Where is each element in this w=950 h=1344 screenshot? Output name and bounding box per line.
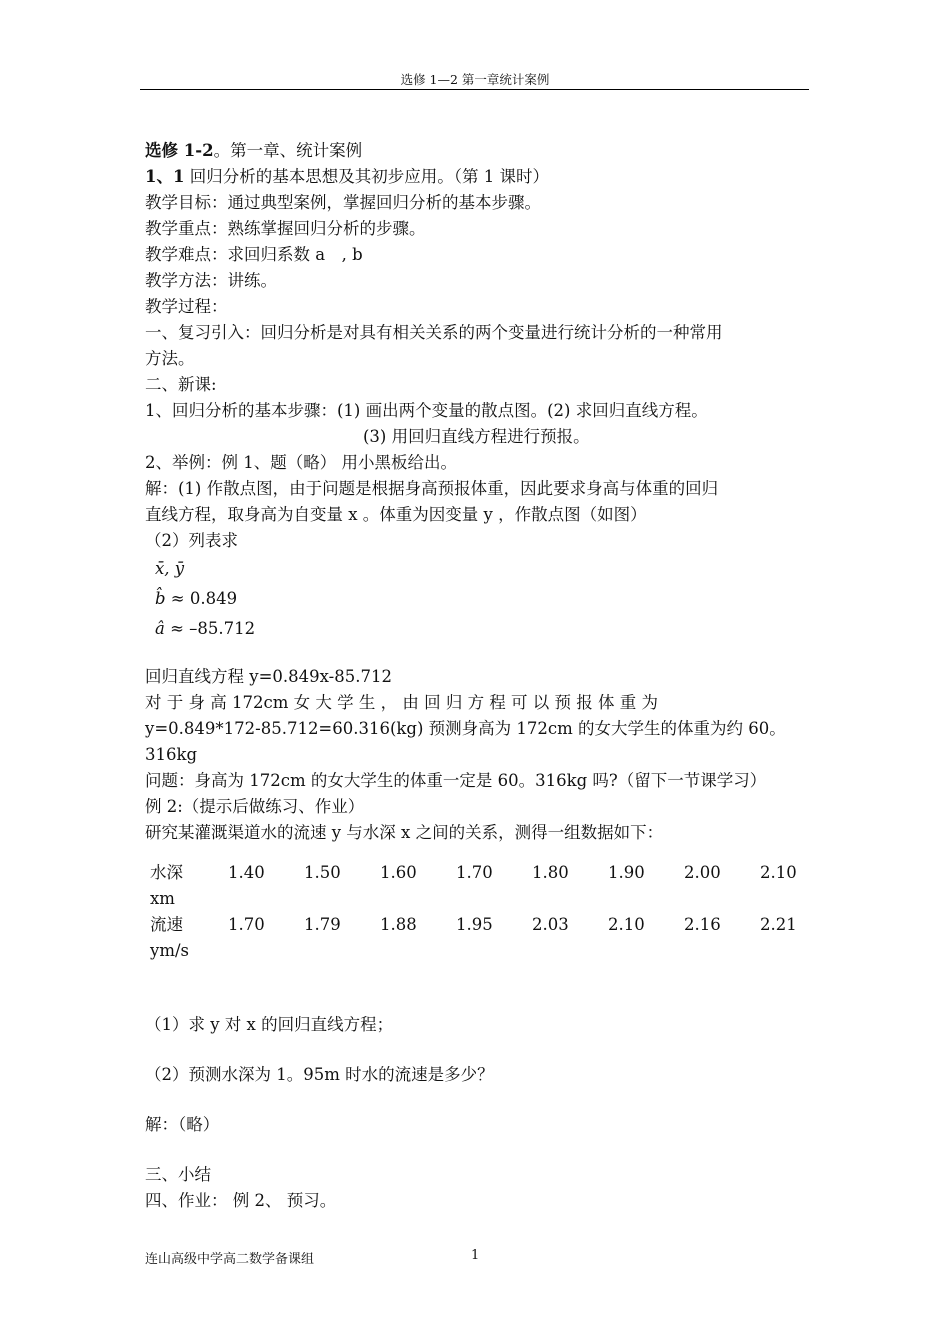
a-hat-value: ≈ –85.712: [164, 619, 256, 638]
row-header-depth-label: 水深: [150, 863, 183, 882]
example-2-line: 例 2:（提示后做练习、作业）: [145, 797, 365, 816]
summary-heading: 三、小结: [145, 1165, 211, 1184]
section-title: [145, 138, 809, 164]
row-header-speed-unit: ym/s: [150, 941, 189, 960]
steps-line-1: 1、回归分析的基本步骤：(1) 画出两个变量的散点图。(2) 求回归直线方程。: [145, 401, 708, 420]
prediction-line-1: 对 于 身 高 172cm 女 大 学 生 ， 由 回 归 方 程 可 以 预 报 体 重 为: [145, 693, 659, 712]
prediction-line-2: y=0.849*172-85.712=60.316(kg) 预测身高为 172cm 的女大学生的体重为约 60。: [145, 719, 786, 738]
b-hat-symbol: b̂: [155, 589, 166, 608]
table-cell: 2.10: [760, 863, 797, 882]
document-body: [145, 138, 809, 846]
new-lesson-heading: 二、新课:: [145, 375, 217, 394]
teaching-process: 教学过程：: [145, 297, 228, 316]
example-line: 2、举例：例 1、题（略） 用小黑板给出。: [145, 453, 457, 472]
solution-line-2: 直线方程，取身高为自变量 x 。体重为因变量 y ，作散点图（如图）: [145, 505, 647, 524]
teaching-key-point: 教学重点：熟练掌握回归分析的步骤。: [145, 219, 426, 238]
lesson-title-text: 回归分析的基本思想及其初步应用。（第 1 课时）: [184, 167, 549, 186]
section-title-bold: 选修 1-2: [145, 141, 214, 160]
table-cell: 1.90: [608, 863, 645, 882]
solution-omitted: 解：（略）: [145, 1115, 220, 1134]
row-header-speed: [150, 912, 228, 964]
table-cell: 2.16: [684, 915, 721, 934]
table-cell: 1.40: [228, 863, 265, 882]
row-header-depth-unit: xm: [150, 889, 175, 908]
table-cell: 2.21: [760, 915, 797, 934]
section-title-rest: 。第一章、统计案例: [213, 141, 363, 160]
table-cell: 1.70: [456, 863, 493, 882]
study-description: 研究某灌溉渠道水的流速 y 与水深 x 之间的关系，测得一组数据如下：: [145, 823, 664, 842]
table-cell: 2.03: [532, 915, 569, 934]
table-cell: 1.50: [304, 863, 341, 882]
list-table-line: （2）列表求: [145, 531, 238, 550]
table-row: [150, 912, 836, 964]
table-cell: 2.10: [608, 915, 645, 934]
exercise-section: [145, 1012, 809, 1214]
homework-line: 四、作业： 例 2、 预习。: [145, 1191, 337, 1210]
mean-formula: x̄, ȳ: [155, 559, 185, 578]
question-line: 问题：身高为 172cm 的女大学生的体重一定是 60。316kg 吗?（留下一节课学习）: [145, 771, 767, 790]
page-header: 选修 1—2 第一章统计案例: [400, 72, 550, 87]
question-1: （1）求 y 对 x 的回归直线方程；: [145, 1015, 394, 1034]
teaching-difficulty: 教学难点：求回归系数 a , b: [145, 245, 363, 264]
table-cell: 2.00: [684, 863, 721, 882]
header-rule: [140, 89, 809, 90]
table-cell: 1.79: [304, 915, 341, 934]
table-cell: 1.60: [380, 863, 417, 882]
footer-group-name: 连山高级中学高二数学备课组: [145, 1252, 315, 1267]
solution-line-1: 解：(1) 作散点图，由于问题是根据身高预报体重，因此要求身高与体重的回归: [145, 479, 719, 498]
table-cell: 1.70: [228, 915, 265, 934]
table-row: [150, 860, 836, 912]
table-cell: 1.80: [532, 863, 569, 882]
spacer: [145, 644, 809, 664]
review-intro-cont: 方法。: [145, 349, 195, 368]
review-intro: 一、复习引入：回归分析是对具有相关关系的两个变量进行统计分析的一种常用: [145, 323, 723, 342]
teaching-method: 教学方法：讲练。: [145, 271, 277, 290]
spacer: [145, 1038, 809, 1062]
data-table: [150, 860, 836, 964]
a-hat-formula: [145, 614, 809, 644]
lesson-title: [145, 164, 809, 190]
b-hat-formula: [145, 584, 809, 614]
footer-page-number: 1: [471, 1248, 480, 1263]
table-cell: 1.95: [456, 915, 493, 934]
b-hat-value: ≈ 0.849: [165, 589, 238, 608]
a-hat-symbol: â: [155, 619, 165, 638]
prediction-line-3: 316kg: [145, 745, 198, 764]
spacer: [145, 1088, 809, 1112]
question-2: （2）预测水深为 1。95m 时水的流速是多少？: [145, 1065, 494, 1084]
table-cell: 1.88: [380, 915, 417, 934]
row-header-speed-label: 流速: [150, 915, 183, 934]
row-header-depth: [150, 860, 228, 912]
lesson-number: 1、1: [145, 167, 185, 186]
steps-line-2: (3) 用回归直线方程进行预报。: [363, 427, 590, 446]
regression-equation: 回归直线方程 y=0.849x-85.712: [145, 667, 392, 686]
spacer: [145, 1138, 809, 1162]
teaching-goal: 教学目标：通过典型案例，掌握回归分析的基本步骤。: [145, 193, 541, 212]
